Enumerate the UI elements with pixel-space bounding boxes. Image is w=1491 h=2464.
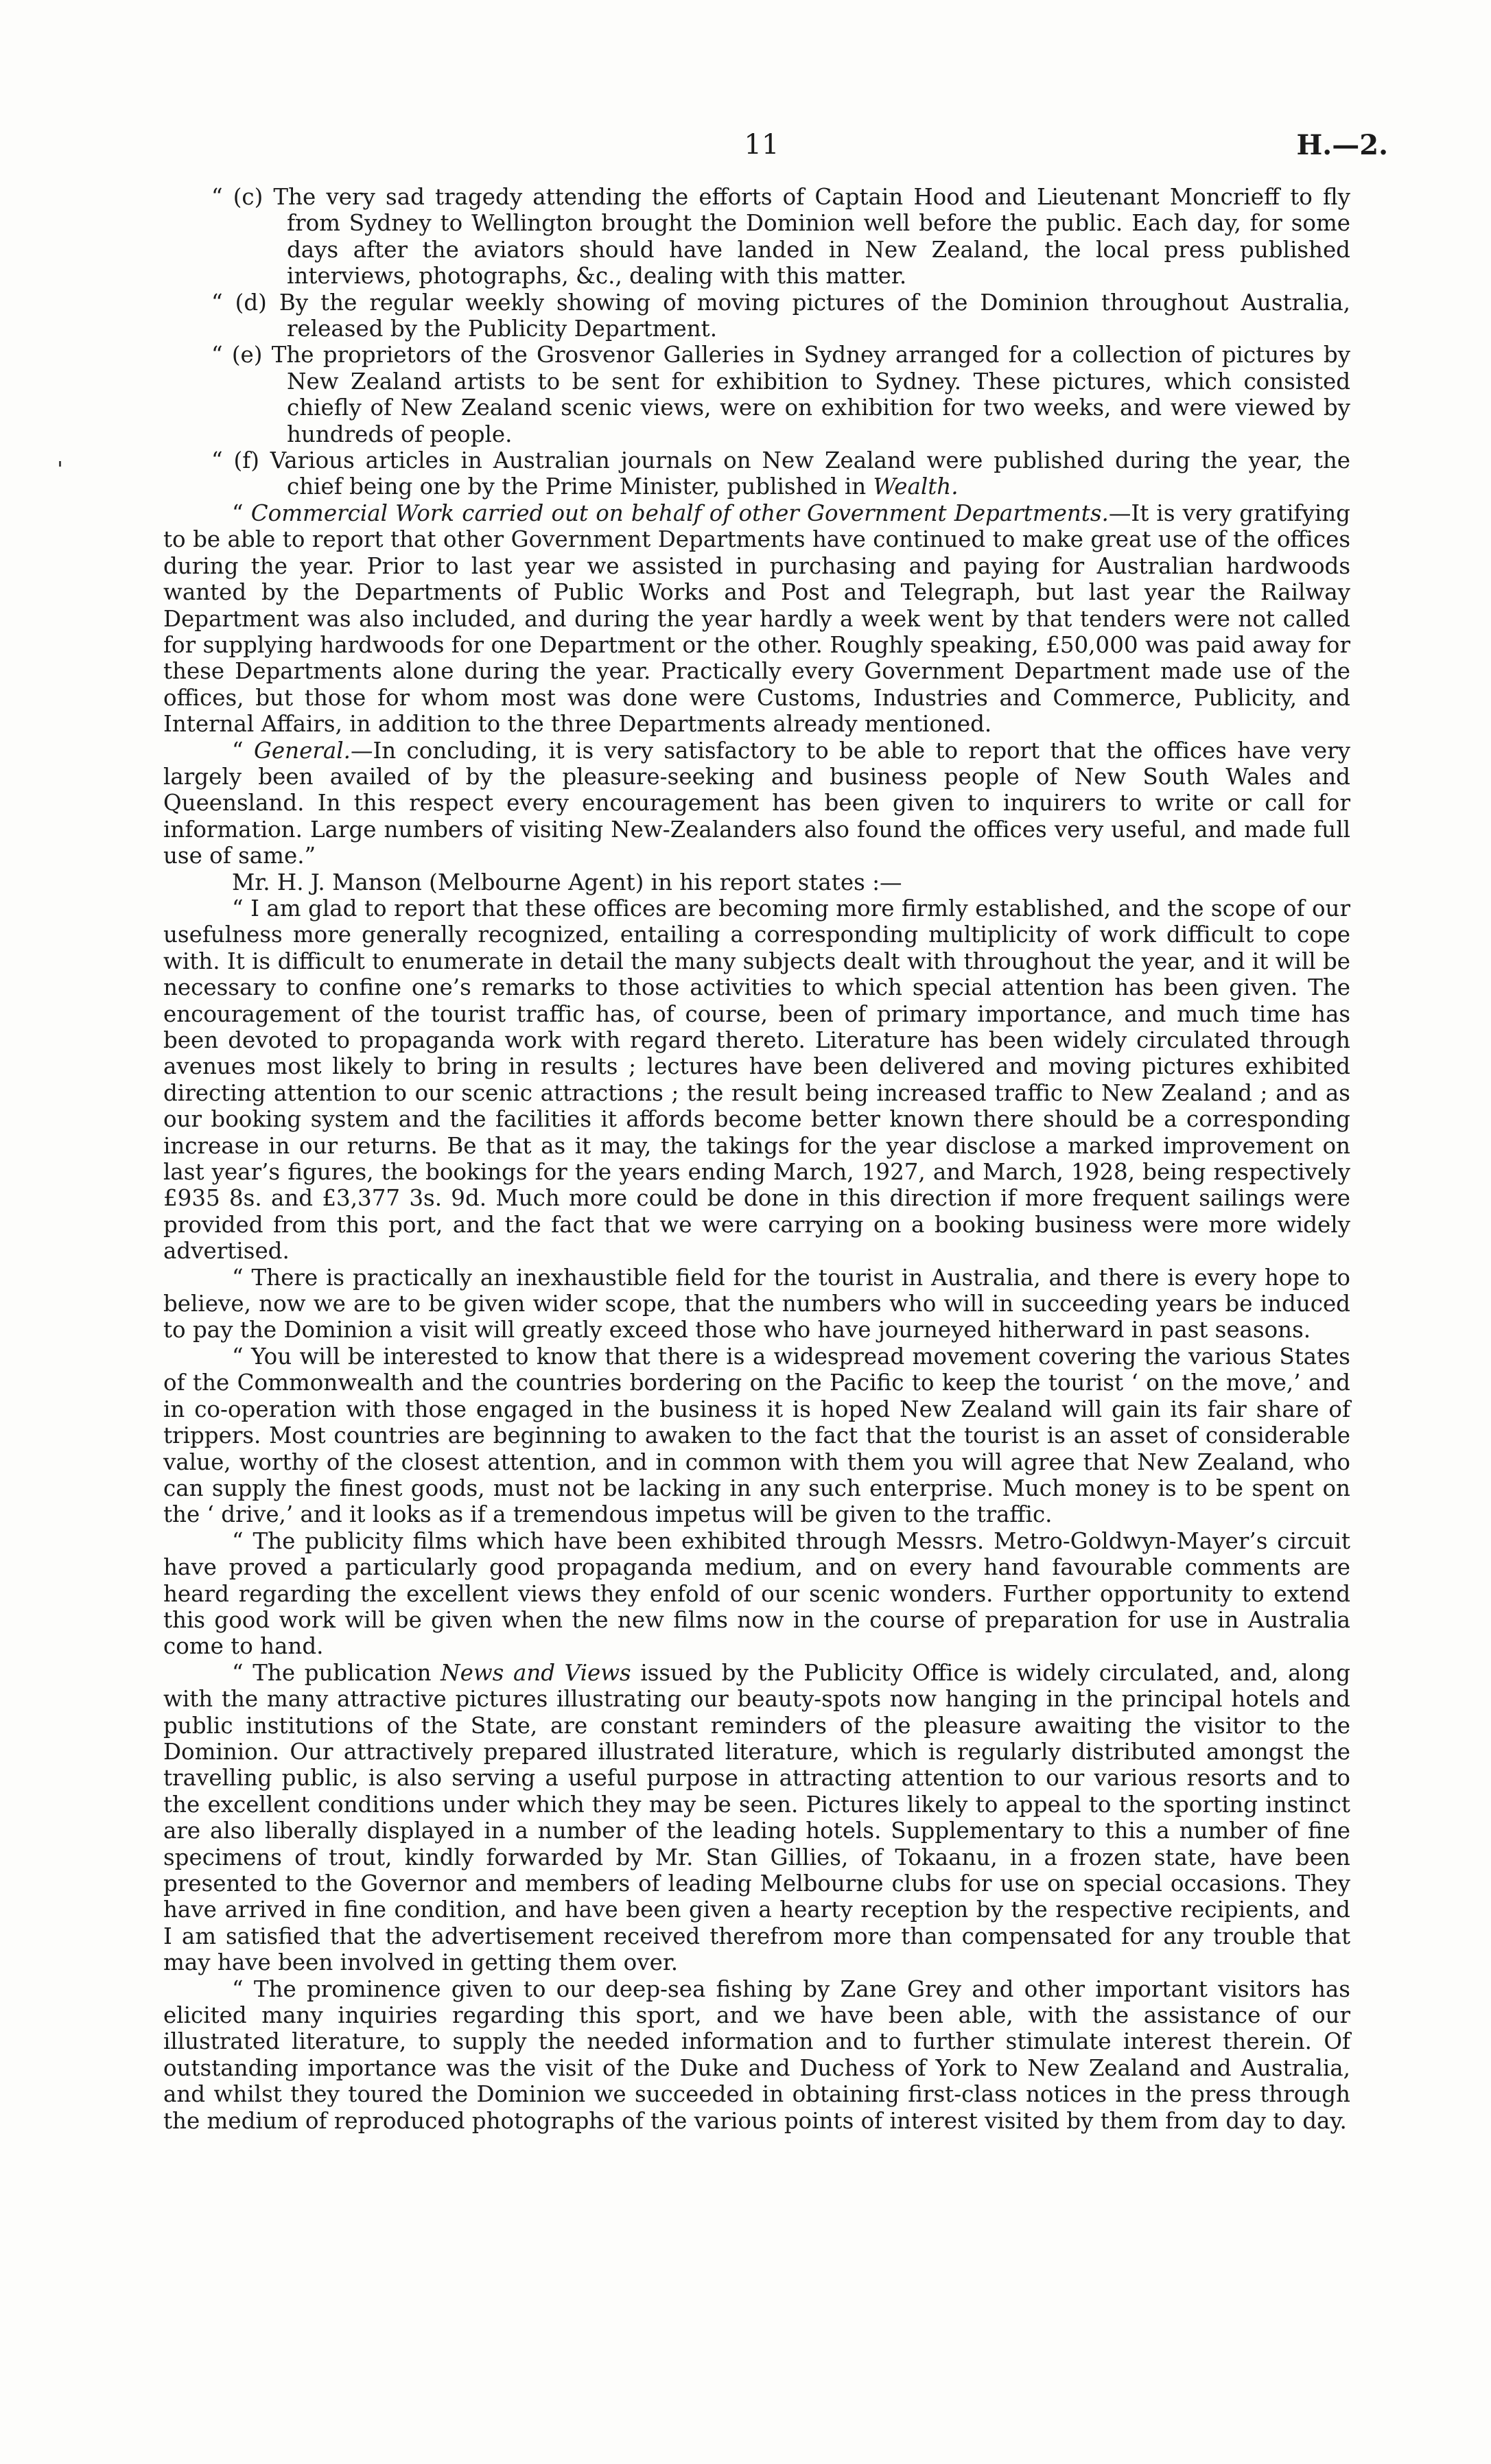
paragraph-manson-5 — [163, 1660, 1350, 1976]
paragraph-f — [163, 447, 1350, 500]
paragraph-general — [163, 738, 1350, 869]
paragraph-d: “ (d) By the regular weekly showing of moving pictures of the Dominion throughout Australia, released by the Publicity Department. — [211, 289, 1350, 342]
general-heading: General. — [253, 737, 351, 764]
general-text: —In concluding, it is very satisfactory to be able to report that the offices have very largely been availed of by the pleasure-seeking and business people of New South Wales and Queensland. In this respect every encouragement has been given to inquirers to write or call for information. Large numbers of visiting New-Zealanders also found the offices very useful, and made full use of same.” — [163, 737, 1351, 869]
paragraph-manson-3: “ You will be interested to know that there is a widespread movement covering the various States of the Commonwealth and the countries bordering on the Pacific to keep the tourist ‘ on the move,’ and in co-operation with those engaged in the business it is hoped New Zealand will gain its fair share of trippers. Most countries are beginning to awaken to the fact that the tourist is an asset of considerable value, worthy of the closest attention, and in common with them you will agree that New Zealand, who can supply the finest goods, must not be lacking in any such enterprise. Much money is to be spent on the ‘ drive,’ and it looks as if a tremendous impetus will be given to the traffic. — [163, 1343, 1350, 1528]
paragraph-c: “ (c) The very sad tragedy attending the efforts of Captain Hood and Lieutenant Moncrieff to fly from Sydney to Wellington brought the Dominion well before the public. Each day, for some days after the aviators should have landed in New Zealand, the local press published interviews, photographs, &c., dealing with this matter. — [211, 184, 1350, 290]
publication-title: News and Views — [441, 1659, 631, 1686]
paragraph-f-text: “ (f) Various articles in Australian journals on New Zealand were published during the year, the chief being one by the Prime Minister, published in — [211, 447, 1350, 500]
document-reference: H.—2. — [1296, 129, 1388, 161]
margin-mark — [59, 461, 61, 467]
paragraph-f-italic: Wealth. — [873, 473, 959, 500]
commercial-heading: Commercial Work carried out on behalf of other Government Departments. — [250, 500, 1109, 526]
paragraph-manson-1: “ I am glad to report that these offices are becoming more firmly established, and the scope of our usefulness more generally recognized, entailing a corresponding multiplicity of work difficult to cope with. It is difficult to enumerate in detail the many subjects dealt with throughout the year, and it will be necessary to confine one’s remarks to those activities to which special attention has been given. The encouragement of the tourist traffic has, of course, been of primary importance, and much time has been devoted to propaganda work with regard thereto. Literature has been widely circulated through avenues most likely to bring in results ; lectures have been delivered and moving pictures exhibited directing attention to our scenic attractions ; the result being increased traffic to New Zealand ; and as our booking system and the facilities it affords become better known there should be a corresponding increase in our returns. Be that as it may, the takings for the year disclose a marked improvement on last year’s figures, the bookings for the years ending March, 1927, and March, 1928, being respectively £935 8s. and £3,377 3s. 9d. Much more could be done in this direction if more frequent sailings were provided from this port, and the fact that we were carrying on a booking business were more widely advertised. — [163, 895, 1350, 1265]
manson-5-text-end: issued by the Publicity Office is widely circulated, and, along with the many attractive pictures illustrating our beauty-spots now hanging in the principal hotels and public institutions of the State, are constant reminders of the pleasure awaiting the visitor to the Dominion. Our attractively prepared illustrated literature, which is regularly distributed amongst the travelling public, is also serving a useful purpose in attracting attention to our various resorts and to the excellent conditions under which they may be seen. Pictures likely to appeal to the sporting instinct are also liberally displayed in a number of the leading hotels. Supplementary to this a number of fine specimens of trout, kindly forwarded by Mr. Stan Gillies, of Tokaanu, in a frozen state, have been presented to the Governor and members of leading Melbourne clubs for use on special occasions. They have arrived in fine condition, and have been given a hearty reception by the respective recipients, and I am satisfied that the advertisement received therefrom more than compensated for any trouble that may have been involved in getting them over. — [163, 1659, 1351, 1976]
body-text — [163, 184, 1350, 2134]
page-number: 11 — [744, 129, 779, 161]
general-open-quote: “ — [232, 737, 254, 764]
commercial-open-quote: “ — [232, 500, 251, 526]
manson-5-text-start: “ The publication — [232, 1659, 441, 1686]
paragraph-manson-intro: Mr. H. J. Manson (Melbourne Agent) in his report states :— — [232, 869, 902, 895]
paragraph-manson-6: “ The prominence given to our deep-sea fishing by Zane Grey and other important visitors has elicited many inquiries regarding this sport, and we have been able, with the assistance of our illustrated literature, to supply the needed information and to further stimulate interest therein. Of outstanding importance was the visit of the Duke and Duchess of York to New Zealand and Australia, and whilst they toured the Dominion we succeeded in obtaining first-class notices in the press through the medium of reproduced photographs of the various points of interest visited by them from day to day. — [163, 1975, 1350, 2134]
paragraph-manson-4: “ The publicity films which have been exhibited through Messrs. Metro-Goldwyn-Mayer’s circuit have proved a particularly good propaganda medium, and on every hand favourable comments are heard regarding the excellent views they enfold of our scenic wonders. Further opportunity to extend this good work will be given when the new films now in the course of preparation for use in Australia come to hand. — [163, 1527, 1350, 1660]
paragraph-commercial-work — [163, 500, 1350, 738]
commercial-text: —It is very gratifying to be able to report that other Government Departments have continued to make great use of the offices during the year. Prior to last year we assisted in purchasing and paying for Australian hardwoods wanted by the Departments of Public Works and Post and Telegraph, but last year the Railway Department was also included, and during the year hardly a week went by that tenders were not called for supplying hardwoods for one Department or the other. Roughly speaking, £50,000 was paid away for these Departments alone during the year. Practically every Government Department made use of the offices, but those for whom most was done were Customs, Industries and Commerce, Publicity, and Internal Affairs, in addition to the three Departments already mentioned. — [163, 500, 1350, 738]
paragraph-manson-2: “ There is practically an inexhaustible field for the tourist in Australia, and there is every hope to believe, now we are to be given wider scope, that the numbers who will in succeeding years be induced to pay the Dominion a visit will greatly exceed those who have journeyed hitherward in past seasons. — [163, 1264, 1350, 1344]
paragraph-e: “ (e) The proprietors of the Grosvenor Galleries in Sydney arranged for a collection of pictures by New Zealand artists to be sent for exhibition to Sydney. These pictures, which consisted chiefly of New Zealand scenic views, were on exhibition for two weeks, and were viewed by hundreds of people. — [211, 342, 1350, 447]
